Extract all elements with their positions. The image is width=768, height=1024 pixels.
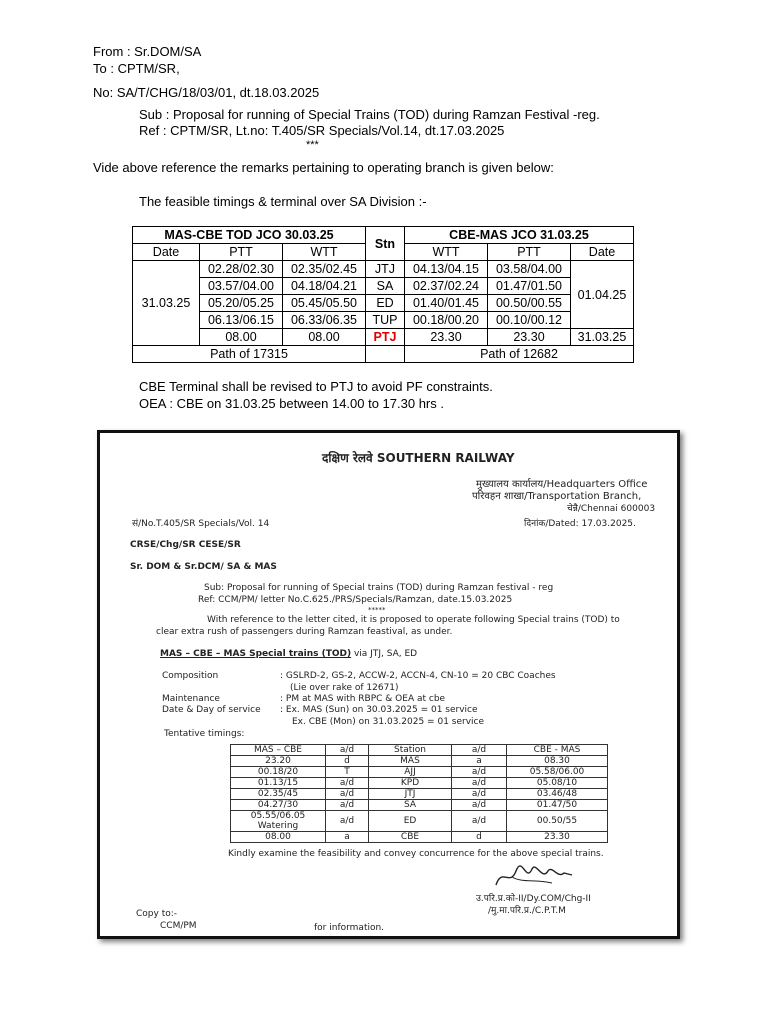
- cell: 00.50/00.55: [488, 295, 571, 312]
- copy-ccm: CCM/PM: [160, 921, 197, 931]
- addressee-2: Sr. DOM & Sr.DCM/ SA & MAS: [130, 562, 277, 572]
- transport-branch: परिवहन शाखा/Transportation Branch,: [472, 491, 642, 502]
- copy-to: Copy to:-: [136, 909, 178, 919]
- col-date: Date: [571, 244, 634, 261]
- cell: 03.46/48: [507, 789, 608, 800]
- cell: 02.37/02.24: [405, 278, 488, 295]
- dateday-value-2: Ex. CBE (Mon) on 31.03.2025 = 01 service: [292, 717, 485, 727]
- tentative-label: Tentative timings:: [164, 729, 245, 739]
- cell: 08.30: [507, 756, 608, 767]
- cell: a/d: [326, 811, 369, 832]
- table-row: [231, 832, 608, 843]
- table-row: [133, 312, 634, 329]
- header-cell: CBE - MAS: [507, 745, 608, 756]
- cell: a/d: [326, 778, 369, 789]
- from-line: From : Sr.DOM/SA: [93, 44, 202, 59]
- letterhead-title: दक्षिण रेलवे SOUTHERN RAILWAY: [322, 451, 515, 465]
- col-date: Date: [133, 244, 200, 261]
- cell: 23.30: [507, 832, 608, 843]
- cell: SA: [369, 800, 452, 811]
- city: चेन्नै/Chennai 600003: [567, 504, 656, 514]
- left-table-title: MAS-CBE TOD JCO 30.03.25: [133, 227, 366, 244]
- cell: 01.13/15: [231, 778, 326, 789]
- cell: KPD: [369, 778, 452, 789]
- col-wtt: WTT: [283, 244, 366, 261]
- cell: a: [326, 832, 369, 843]
- right-date: 01.04.25: [571, 261, 634, 329]
- cell: a/d: [452, 778, 507, 789]
- cell: 23.20: [231, 756, 326, 767]
- train-heading: MAS – CBE – MAS Special trains (TOD) via JTJ, SA, ED: [160, 649, 418, 659]
- cell: 08.00: [231, 832, 326, 843]
- cell: 03.58/04.00: [488, 261, 571, 278]
- header-cell: Station: [369, 745, 452, 756]
- for-information: for information.: [314, 923, 385, 933]
- cell: 05.20/05.25: [200, 295, 283, 312]
- scan-subject: Sub: Proposal for running of Special trains (TOD) during Ramzan festival - reg: [204, 583, 554, 593]
- cell: a/d: [452, 800, 507, 811]
- station-cell-highlighted: PTJ: [366, 329, 405, 346]
- note-terminal: CBE Terminal shall be revised to PTJ to avoid PF constraints.: [139, 379, 493, 394]
- table-row: [133, 261, 634, 278]
- cell: 31.03.25: [571, 329, 634, 346]
- table-row: [231, 811, 608, 832]
- cell: 01.47/50: [507, 800, 608, 811]
- station-cell: ED: [366, 295, 405, 312]
- header-cell: MAS – CBE: [231, 745, 326, 756]
- table-row: [231, 756, 608, 767]
- scan-reference: Ref: CCM/PM/ letter No.C.625./PRS/Specials/Ramzan, date.15.03.2025: [198, 595, 513, 605]
- left-date: 31.03.25: [133, 261, 200, 346]
- to-line: To : CPTM/SR,: [93, 61, 180, 76]
- path-right: Path of 12682: [405, 346, 634, 363]
- col-wtt: WTT: [405, 244, 488, 261]
- hq-office: मुख्यालय कार्यालय/Headquarters Office: [476, 479, 648, 490]
- intro-paragraph: Vide above reference the remarks pertaining to operating branch is given below:: [93, 160, 554, 175]
- timings-table: [132, 226, 634, 363]
- cell: 05.55/06.05 Watering: [231, 811, 326, 832]
- cell: ED: [369, 811, 452, 832]
- cell: CBE: [369, 832, 452, 843]
- cell: 00.50/55: [507, 811, 608, 832]
- separator-stars: ***: [306, 139, 319, 151]
- table-row: [133, 329, 634, 346]
- signatory-office: /मु.मा.परि.प्र./C.P.T.M: [488, 906, 566, 916]
- signature-icon: [492, 857, 576, 895]
- signatory-designation: उ.परि.प्र.को-II/Dy.COM/Chg-II: [476, 894, 591, 904]
- feasible-heading: The feasible timings & terminal over SA Division :-: [139, 194, 427, 209]
- lie-over: (Lie over rake of 12671): [290, 683, 399, 693]
- cell: a/d: [326, 789, 369, 800]
- cell: a/d: [452, 767, 507, 778]
- path-left: Path of 17315: [133, 346, 366, 363]
- cell: 04.13/04.15: [405, 261, 488, 278]
- table-row: [231, 789, 608, 800]
- cell: d: [452, 832, 507, 843]
- cell: 23.30: [488, 329, 571, 346]
- maintenance-label: Maintenance: [162, 694, 220, 704]
- scanned-letter: [97, 430, 680, 939]
- cell: 02.35/45: [231, 789, 326, 800]
- dateday-label: Date & Day of service: [162, 705, 261, 715]
- table-row: [231, 778, 608, 789]
- letter-number: No: SA/T/CHG/18/03/01, dt.18.03.2025: [93, 85, 320, 100]
- cell: MAS: [369, 756, 452, 767]
- scan-stars: *****: [368, 606, 386, 614]
- composition-value: : GSLRD-2, GS-2, ACCW-2, ACCN-4, CN-10 = 20 CBC Coaches: [280, 671, 556, 681]
- table-row: [133, 295, 634, 312]
- cell: 01.40/01.45: [405, 295, 488, 312]
- cell: 08.00: [283, 329, 366, 346]
- cell: a: [452, 756, 507, 767]
- scan-timings-table: [230, 744, 608, 843]
- cell: 06.13/06.15: [200, 312, 283, 329]
- cell: 05.08/10: [507, 778, 608, 789]
- scan-para-1: With reference to the letter cited, it is proposed to operate following Special trains (TOD) to: [207, 615, 620, 625]
- cell: 23.30: [405, 329, 488, 346]
- subject-line: Sub : Proposal for running of Special Trains (TOD) during Ramzan Festival -reg.: [139, 107, 600, 122]
- cell: 00.18/00.20: [405, 312, 488, 329]
- cell: 05.45/05.50: [283, 295, 366, 312]
- cell: AJJ: [369, 767, 452, 778]
- table-row: [133, 278, 634, 295]
- cell: 06.33/06.35: [283, 312, 366, 329]
- station-cell: SA: [366, 278, 405, 295]
- dateday-value-1: : Ex. MAS (Sun) on 30.03.2025 = 01 service: [280, 705, 478, 715]
- cell: 04.18/04.21: [283, 278, 366, 295]
- col-ptt: PTT: [488, 244, 571, 261]
- table-row: [231, 767, 608, 778]
- table-row: [231, 800, 608, 811]
- cell: 00.18/20: [231, 767, 326, 778]
- cell: 08.00: [200, 329, 283, 346]
- cell: JTJ: [369, 789, 452, 800]
- cell: 03.57/04.00: [200, 278, 283, 295]
- scan-date: दिनांक/Dated: 17.03.2025.: [524, 519, 636, 529]
- addressee-1: CRSE/Chg/SR CESE/SR: [130, 540, 241, 550]
- cell: a/d: [452, 811, 507, 832]
- cell: a/d: [452, 789, 507, 800]
- composition-label: Composition: [162, 671, 219, 681]
- cell: d: [326, 756, 369, 767]
- cell: 00.10/00.12: [488, 312, 571, 329]
- reference-line: Ref : CPTM/SR, Lt.no: T.405/SR Specials/Vol.14, dt.17.03.2025: [139, 123, 505, 138]
- header-cell: a/d: [452, 745, 507, 756]
- maintenance-value: : PM at MAS with RBPC & OEA at cbe: [280, 694, 446, 704]
- cell: 04.27/30: [231, 800, 326, 811]
- scan-para-2: clear extra rush of passengers during Ramzan feastival, as under.: [156, 627, 453, 637]
- station-cell: TUP: [366, 312, 405, 329]
- cell: 02.28/02.30: [200, 261, 283, 278]
- closing-line: Kindly examine the feasibility and convey concurrence for the above special trains.: [228, 849, 604, 859]
- cell: 01.47/01.50: [488, 278, 571, 295]
- station-cell: JTJ: [366, 261, 405, 278]
- header-cell: a/d: [326, 745, 369, 756]
- stn-header: Stn: [366, 227, 405, 261]
- cell: a/d: [326, 800, 369, 811]
- scan-letter-no: सं/No.T.405/SR Specials/Vol. 14: [132, 519, 270, 529]
- cell: 02.35/02.45: [283, 261, 366, 278]
- cell: T: [326, 767, 369, 778]
- cell: 05.58/06.00: [507, 767, 608, 778]
- note-oea: OEA : CBE on 31.03.25 between 14.00 to 17.30 hrs .: [139, 396, 444, 411]
- right-table-title: CBE-MAS JCO 31.03.25: [405, 227, 634, 244]
- col-ptt: PTT: [200, 244, 283, 261]
